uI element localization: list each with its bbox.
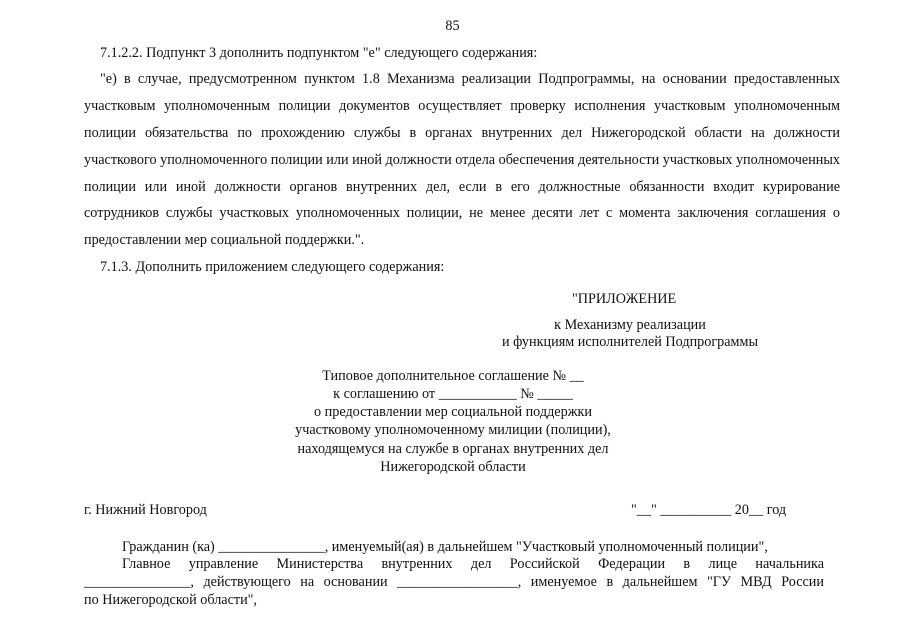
quote-line-4: участкового уполномоченного полиции или иной должности отдела обеспечения деятельности участковых уполномоченных: [84, 152, 840, 168]
appendix-title: "ПРИЛОЖЕНИЕ: [572, 291, 677, 307]
quote-line-7: предоставлении мер социальной поддержки.".: [84, 232, 365, 248]
quote-line-5: полиции или иной должности органов внутренних дел, если в его должностные обязанности входит курирование: [84, 179, 840, 195]
page-number: 85: [445, 18, 460, 34]
item-7-1-3: 7.1.3. Дополнить приложением следующего содержания:: [100, 259, 445, 275]
agreement-title-5: находящемуся на службе в органах внутренних дел: [297, 441, 609, 457]
quote-line-2: участковым уполномоченным полиции документов осуществляет проверку исполнения участковым уполномоченным: [84, 98, 840, 114]
appendix-line-1: к Механизму реализации: [554, 317, 706, 333]
quote-line-6: сотрудников службы участковых уполномоченных полиции, не менее десяти лет с момента заключения соглашения о: [84, 205, 840, 221]
date-line: "__" __________ 20__ год: [631, 502, 787, 518]
agreement-title-3: о предоставлении мер социальной поддержки: [314, 404, 592, 420]
appendix-line-2: и функциям исполнителей Подпрограммы: [501, 334, 759, 350]
agreement-title-1: Типовое дополнительное соглашение № __: [322, 368, 584, 384]
body-line-1: Гражданин (ка) _______________, именуемый(ая) в дальнейшем "Участковый уполномоченный полиции",: [122, 539, 768, 555]
city: г. Нижний Новгород: [84, 502, 207, 518]
quote-line-1: "е) в случае, предусмотренном пунктом 1.8 Механизма реализации Подпрограммы, на основании предоставленных: [100, 71, 840, 87]
body-line-4: по Нижегородской области",: [84, 592, 258, 608]
agreement-title-2: к соглашению от ___________ № _____: [333, 386, 573, 402]
body-line-3: _______________, действующего на основании _________________, именуемое в дальнейшем "ГУ МВД России: [84, 574, 824, 590]
quote-line-3: полиции обязательства по прохождению службы в органах внутренних дел Нижегородской области на должности: [84, 125, 840, 141]
agreement-title-6: Нижегородской области: [380, 459, 526, 475]
item-7-1-2-2: 7.1.2.2. Подпункт 3 дополнить подпунктом "е" следующего содержания:: [100, 45, 538, 61]
body-line-2: Главное управление Министерства внутренних дел Российской Федерации в лице начальника: [122, 556, 824, 572]
agreement-title-4: участковому уполномоченному милиции (полиции),: [295, 422, 611, 438]
